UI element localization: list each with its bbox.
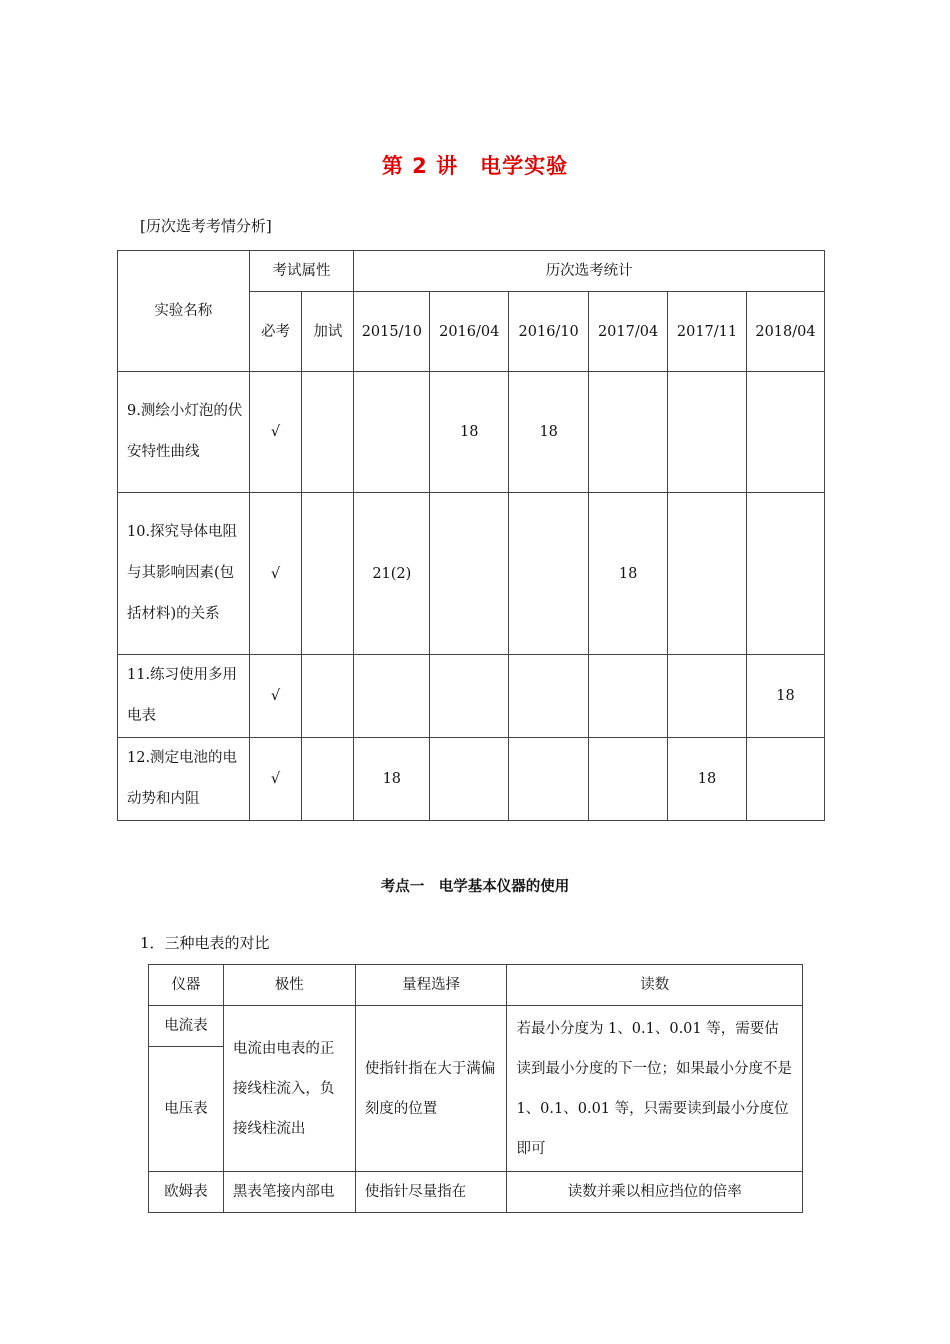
meter-comparison-table	[148, 964, 803, 1213]
stat-cell	[589, 655, 668, 738]
stat-cell	[509, 493, 589, 655]
header-stats: 历次选考统计	[354, 251, 825, 292]
bikao-cell: √	[249, 493, 302, 655]
stat-cell	[589, 372, 668, 493]
header-name: 实验名称	[118, 251, 250, 372]
bikao-cell: √	[249, 372, 302, 493]
table-row	[118, 738, 825, 821]
polarity-cell: 电流由电表的正接线柱流入，负接线柱流出	[223, 1006, 355, 1172]
ohm-range-cell: 使指针尽量指在	[355, 1172, 507, 1213]
subsection-heading: 1．三种电表的对比	[140, 934, 270, 952]
year-header: 2015/10	[354, 292, 430, 372]
year-header: 2016/04	[430, 292, 509, 372]
jiashi-cell	[302, 655, 354, 738]
bikao-cell: √	[249, 655, 302, 738]
page-title: 第 2 讲 电学实验	[381, 154, 569, 178]
header-range: 量程选择	[355, 965, 507, 1006]
header-jiashi: 加试	[302, 292, 354, 372]
stat-cell	[589, 738, 668, 821]
stat-cell	[509, 738, 589, 821]
table-row	[118, 493, 825, 655]
jiashi-cell	[302, 738, 354, 821]
bikao-cell: √	[249, 738, 302, 821]
stat-cell: 18	[746, 655, 824, 738]
stat-cell	[354, 372, 430, 493]
stat-cell	[430, 655, 509, 738]
header-reading: 读数	[507, 965, 803, 1006]
stat-cell: 18	[509, 372, 589, 493]
stat-cell	[746, 493, 824, 655]
stat-cell	[668, 493, 747, 655]
ohm-reading-cell: 读数并乘以相应挡位的倍率	[507, 1172, 803, 1213]
stat-cell	[668, 372, 747, 493]
stat-cell	[509, 655, 589, 738]
experiment-name: 11.练习使用多用电表	[118, 655, 250, 738]
range-cell: 使指针指在大于满偏刻度的位置	[355, 1006, 507, 1172]
stat-cell: 18	[668, 738, 747, 821]
year-header: 2018/04	[746, 292, 824, 372]
instrument-ammeter: 电流表	[149, 1006, 224, 1047]
experiment-name: 10.探究导体电阻与其影响因素(包括材料)的关系	[118, 493, 250, 655]
exam-stats-table	[117, 250, 825, 821]
ohm-polarity-cell: 黑表笔接内部电	[223, 1172, 355, 1213]
stat-cell	[430, 493, 509, 655]
header-polarity: 极性	[223, 965, 355, 1006]
jiashi-cell	[302, 493, 354, 655]
header-attr: 考试属性	[249, 251, 354, 292]
year-header: 2017/04	[589, 292, 668, 372]
year-header: 2017/11	[668, 292, 747, 372]
stat-cell	[354, 655, 430, 738]
stat-cell	[430, 738, 509, 821]
table-row	[118, 372, 825, 493]
stat-cell: 18	[354, 738, 430, 821]
stat-cell	[746, 372, 824, 493]
jiashi-cell	[302, 372, 354, 493]
stat-cell: 18	[589, 493, 668, 655]
section-subtitle: [历次选考考情分析]	[140, 217, 272, 235]
instrument-voltmeter: 电压表	[149, 1047, 224, 1172]
stat-cell: 18	[430, 372, 509, 493]
experiment-name: 9.测绘小灯泡的伏安特性曲线	[118, 372, 250, 493]
stat-cell	[746, 738, 824, 821]
table-row	[118, 655, 825, 738]
reading-cell: 若最小分度为 1、0.1、0.01 等，需要估读到最小分度的下一位；如果最小分度不是 1、0.1、0.01 等，只需要读到最小分度位即可	[507, 1006, 803, 1172]
header-bikao: 必考	[249, 292, 302, 372]
year-header: 2016/10	[509, 292, 589, 372]
stat-cell	[668, 655, 747, 738]
section-heading: 考点一 电学基本仪器的使用	[380, 879, 570, 895]
header-instrument: 仪器	[149, 965, 224, 1006]
stat-cell: 21(2)	[354, 493, 430, 655]
instrument-ohmmeter: 欧姆表	[149, 1172, 224, 1213]
experiment-name: 12.测定电池的电动势和内阻	[118, 738, 250, 821]
